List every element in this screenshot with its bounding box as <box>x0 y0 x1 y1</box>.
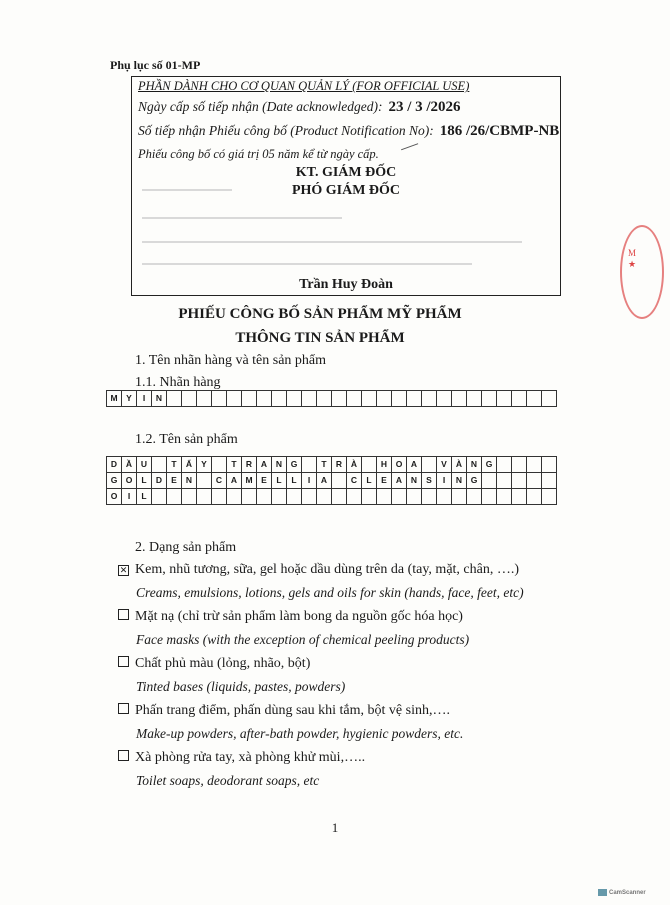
checkbox-icon[interactable] <box>118 656 129 667</box>
product-name-cell: T <box>167 457 182 473</box>
product-name-cell <box>392 489 407 505</box>
form-title: PHIẾU CÔNG BỐ SẢN PHẨM MỸ PHẨM <box>178 306 462 322</box>
faded-signature-stroke <box>142 217 342 219</box>
official-use-box <box>131 76 561 296</box>
product-form-option <box>118 656 310 672</box>
product-name-cell: R <box>332 457 347 473</box>
brand-cell: I <box>137 391 152 407</box>
product-name-cell: I <box>122 489 137 505</box>
signature-mark <box>401 143 421 158</box>
option-label-en: Creams, emulsions, lotions, gels and oils for skin (hands, face, feet, etc) <box>136 585 524 600</box>
product-name-cell <box>197 473 212 489</box>
scanner-logo-icon <box>598 889 607 896</box>
option-label-vi: Phấn trang điểm, phấn dùng sau khi tắm, bột vệ sinh,…. <box>135 703 450 718</box>
checkbox-icon[interactable] <box>118 609 129 620</box>
product-name-cell <box>152 457 167 473</box>
product-name-cell: E <box>377 473 392 489</box>
product-form-option <box>118 703 450 719</box>
product-name-cell <box>422 489 437 505</box>
signer-name: Trần Huy Đoàn <box>299 277 393 292</box>
brand-cell <box>527 391 542 407</box>
product-name-cell: Y <box>197 457 212 473</box>
product-name-row <box>107 473 557 489</box>
faded-signature-stroke <box>142 189 232 191</box>
product-name-cell: À <box>452 457 467 473</box>
official-use-header: PHẦN DÀNH CHO CƠ QUAN QUẢN LÝ (FOR OFFICIAL USE) <box>138 79 470 93</box>
scanner-watermark <box>598 889 646 896</box>
product-name-cell <box>332 489 347 505</box>
product-name-cell <box>437 489 452 505</box>
brand-cell <box>272 391 287 407</box>
product-name-cell <box>332 473 347 489</box>
product-name-cell: À <box>347 457 362 473</box>
appendix-label: Phụ lục số 01-MP <box>110 58 201 72</box>
product-name-cell: O <box>392 457 407 473</box>
product-name-cell: T <box>227 457 242 473</box>
section-title: THÔNG TIN SẢN PHẨM <box>235 330 405 346</box>
brand-cell <box>332 391 347 407</box>
product-name-cell <box>242 489 257 505</box>
product-name-cell <box>377 489 392 505</box>
brand-cell: M <box>107 391 122 407</box>
faded-signature-stroke <box>142 241 522 243</box>
validity-note: Phiếu công bố có giá trị 05 năm kể từ ngày cấp. <box>138 147 379 161</box>
product-name-cell <box>257 489 272 505</box>
brand-cell <box>317 391 332 407</box>
option-label-en: Face masks (with the exception of chemical peeling products) <box>136 632 470 647</box>
product-name-cell: G <box>287 457 302 473</box>
product-name-cell <box>212 457 227 473</box>
date-label: Ngày cấp số tiếp nhận (Date acknowledged): <box>138 99 383 114</box>
red-stamp-text: M ★ <box>628 248 637 269</box>
product-name-cell: L <box>137 473 152 489</box>
product-name-cell: A <box>257 457 272 473</box>
product-name-cell <box>302 457 317 473</box>
product-form-option <box>118 562 519 578</box>
product-name-cell: I <box>437 473 452 489</box>
product-name-cell <box>482 489 497 505</box>
brand-cell <box>287 391 302 407</box>
option-label-en: Make-up powders, after-bath powder, hygienic powders, etc. <box>136 726 464 741</box>
brand-row <box>107 391 557 407</box>
product-name-cell: N <box>467 457 482 473</box>
product-name-cell: T <box>317 457 332 473</box>
option-label-vi: Mặt nạ (chỉ trừ sản phẩm làm bong da nguồn gốc hóa học) <box>135 609 463 624</box>
product-name-cell <box>542 473 557 489</box>
product-name-cell <box>497 473 512 489</box>
product-name-cell: N <box>407 473 422 489</box>
option-label-en: Tinted bases (liquids, pastes, powders) <box>136 679 346 694</box>
product-name-cell <box>302 489 317 505</box>
product-name-cell: I <box>302 473 317 489</box>
brand-cell <box>512 391 527 407</box>
product-name-cell: C <box>212 473 227 489</box>
product-name-cell <box>317 489 332 505</box>
section-1-heading: 1. Tên nhãn hàng và tên sản phẩm <box>135 353 327 368</box>
product-name-cell: R <box>242 457 257 473</box>
product-name-cell: N <box>182 473 197 489</box>
product-name-cell <box>527 457 542 473</box>
product-form-option <box>118 750 365 766</box>
checkbox-icon[interactable] <box>118 703 129 714</box>
product-name-cell <box>497 457 512 473</box>
product-name-cell <box>152 489 167 505</box>
product-name-cell: U <box>137 457 152 473</box>
product-name-cell: N <box>452 473 467 489</box>
product-name-cell <box>362 457 377 473</box>
faded-signature-stroke <box>142 263 472 265</box>
brand-cell <box>227 391 242 407</box>
product-name-cell: H <box>377 457 392 473</box>
product-name-cell <box>482 473 497 489</box>
brand-cell <box>407 391 422 407</box>
scanner-label: CamScanner <box>609 890 646 897</box>
product-name-cell: O <box>122 473 137 489</box>
product-name-cell: A <box>392 473 407 489</box>
product-name-cell: Ẩ <box>182 457 197 473</box>
brand-cell <box>362 391 377 407</box>
section-2-heading: 2. Dạng sản phẩm <box>135 540 237 555</box>
product-name-cell <box>167 489 182 505</box>
option-label-vi: Xà phòng rửa tay, xà phòng khử mùi,….. <box>135 750 366 765</box>
product-name-cell: S <box>422 473 437 489</box>
product-name-cell: A <box>227 473 242 489</box>
product-name-cell <box>542 489 557 505</box>
product-name-cell: E <box>257 473 272 489</box>
product-name-cell: V <box>437 457 452 473</box>
brand-cell <box>182 391 197 407</box>
product-name-cell <box>212 489 227 505</box>
product-name-cell <box>512 489 527 505</box>
product-name-grid <box>106 456 557 505</box>
product-name-cell <box>527 473 542 489</box>
brand-cell <box>197 391 212 407</box>
product-name-cell: C <box>347 473 362 489</box>
product-name-cell: Ầ <box>122 457 137 473</box>
product-name-cell: L <box>287 473 302 489</box>
checked-box-icon[interactable]: ✕ <box>119 565 128 575</box>
brand-cell <box>167 391 182 407</box>
product-name-cell: N <box>272 457 287 473</box>
product-name-cell <box>467 489 482 505</box>
option-label-vi: Kem, nhũ tương, sữa, gel hoặc dầu dùng trên da (tay, mặt, chân, ….) <box>135 562 520 577</box>
brand-cell <box>482 391 497 407</box>
product-name-cell <box>527 489 542 505</box>
product-name-cell: D <box>152 473 167 489</box>
brand-cell <box>497 391 512 407</box>
brand-cell: N <box>152 391 167 407</box>
product-form-option <box>118 609 463 625</box>
product-name-cell <box>197 489 212 505</box>
brand-cell <box>437 391 452 407</box>
product-name-row <box>107 489 557 505</box>
brand-cell <box>392 391 407 407</box>
product-name-cell: G <box>107 473 122 489</box>
role-deputy: KT. GIÁM ĐỐC <box>295 165 397 180</box>
number-label: Số tiếp nhận Phiếu công bố (Product Notification No): <box>138 123 434 138</box>
brand-cell <box>302 391 317 407</box>
notification-number <box>138 123 559 140</box>
brand-cell: Y <box>122 391 137 407</box>
product-name-cell <box>347 489 362 505</box>
product-name-cell <box>497 489 512 505</box>
option-label-en: Toilet soaps, deodorant soaps, etc <box>136 773 320 788</box>
product-name-cell: D <box>107 457 122 473</box>
checkbox-icon[interactable] <box>118 750 129 761</box>
section-1-2-heading: 1.2. Tên sản phẩm <box>135 432 238 447</box>
brand-cell <box>242 391 257 407</box>
product-name-cell: L <box>137 489 152 505</box>
product-name-cell: A <box>317 473 332 489</box>
brand-cell <box>212 391 227 407</box>
product-name-cell <box>512 457 527 473</box>
product-name-cell: O <box>107 489 122 505</box>
product-name-cell <box>422 457 437 473</box>
product-name-cell: L <box>362 473 377 489</box>
role-vice-director: PHÓ GIÁM ĐỐC <box>291 183 401 198</box>
date-acknowledged <box>138 99 461 116</box>
brand-cell <box>467 391 482 407</box>
brand-cell <box>542 391 557 407</box>
product-name-cell <box>272 489 287 505</box>
section-1-1-heading: 1.1. Nhãn hàng <box>135 375 221 390</box>
product-name-cell: G <box>467 473 482 489</box>
product-name-cell: A <box>407 457 422 473</box>
product-name-cell <box>512 473 527 489</box>
product-name-cell: E <box>167 473 182 489</box>
brand-cell <box>347 391 362 407</box>
product-name-row <box>107 457 557 473</box>
product-name-cell: G <box>482 457 497 473</box>
product-name-cell: L <box>272 473 287 489</box>
brand-cell <box>422 391 437 407</box>
product-name-cell <box>407 489 422 505</box>
product-name-cell <box>227 489 242 505</box>
product-name-cell <box>452 489 467 505</box>
brand-grid <box>106 390 557 407</box>
product-name-cell <box>287 489 302 505</box>
option-label-vi: Chất phủ màu (lỏng, nhão, bột) <box>135 656 311 671</box>
date-value: 23 / 3 /2026 <box>388 99 461 115</box>
brand-cell <box>257 391 272 407</box>
product-name-cell <box>362 489 377 505</box>
brand-cell <box>377 391 392 407</box>
brand-cell <box>452 391 467 407</box>
red-stamp-edge <box>620 225 664 319</box>
product-name-cell <box>182 489 197 505</box>
number-value: 186 /26/CBMP-NB <box>439 123 560 139</box>
product-name-cell: M <box>242 473 257 489</box>
page-number: 1 <box>331 820 339 835</box>
product-name-cell <box>542 457 557 473</box>
